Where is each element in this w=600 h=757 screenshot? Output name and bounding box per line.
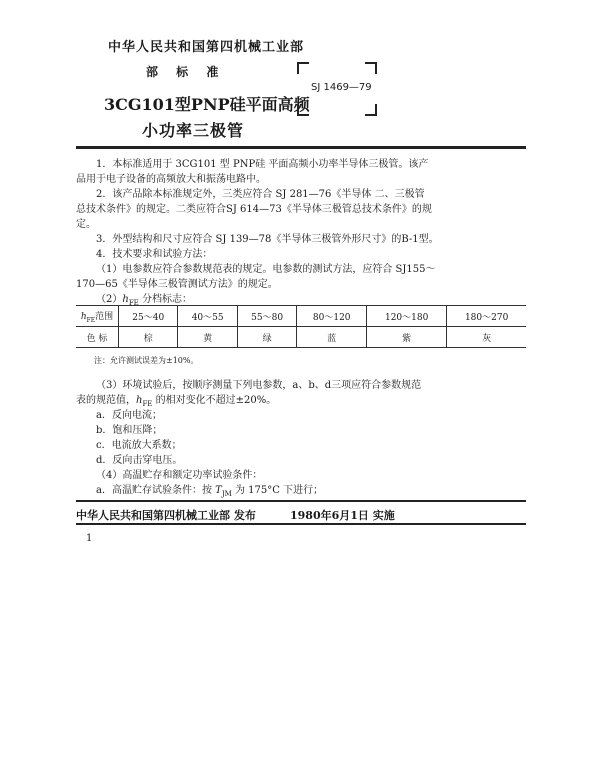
- table-header-cell: 色 标: [86, 333, 108, 344]
- table-cell: 80～120: [297, 306, 367, 327]
- table-cell: 120～180: [367, 306, 447, 327]
- paragraph-4: 4．技术要求和试验方法：: [96, 249, 213, 260]
- paragraph-2-line3: 定。: [76, 219, 96, 230]
- list-item: d．反向击穿电压。: [96, 455, 183, 466]
- paragraph-5-line2: 170—65《半导体三极管测试方法》的规定。: [76, 279, 278, 290]
- table-hfe-subscript: FE: [86, 316, 96, 324]
- hfe-subscript: FE: [142, 400, 153, 408]
- table-header-label: 范围: [95, 311, 114, 322]
- list-item: c．电流放大系数；: [96, 440, 182, 451]
- ministry-heading: 中华人民共和国第四机械工业部: [108, 40, 305, 55]
- paragraph-9-prefix: a．高温贮存试验条件：按: [96, 485, 216, 496]
- paragraph-2-line2: 总技术条件》的规定。二类应符合SJ 614—73《半导体三极管总技术条件》的规: [76, 204, 432, 215]
- document-title-line2: 小功率三极管: [142, 121, 245, 140]
- table-hfe-symbol: h: [80, 311, 87, 322]
- paragraph-9-text: 为 175°C 下进行；: [231, 485, 324, 496]
- paragraph-2-line1: 2．该产品除本标准规定外，三类应符合 SJ 281—76《半导体 二、三极管: [96, 189, 425, 200]
- table-cell: 黄: [178, 327, 237, 348]
- table-cell: 棕: [119, 327, 178, 348]
- table-cell: 55～80: [237, 306, 296, 327]
- hfe-table-frame: [76, 305, 526, 348]
- paragraph-8: （4）高温贮存和额定功率试验条件：: [96, 470, 263, 481]
- paragraph-1: [96, 157, 428, 172]
- paragraph-1-line1: 1．本标准适用于 3CG101 型 PNP硅 平面高频小功率半导体三极管。该产: [96, 159, 429, 170]
- paragraph-7-line1: （3）环境试验后，按顺序测量下列电参数，a、b、d三项应符合参数规范: [96, 380, 422, 391]
- table-cell: 蓝: [297, 327, 367, 348]
- table-cell: 40～55: [178, 306, 237, 327]
- footer-divider-bottom: [76, 523, 526, 525]
- hfe-symbol: h: [136, 395, 143, 406]
- header-divider: [76, 146, 526, 149]
- footer-divider-top: [76, 500, 526, 502]
- paragraph-3: 3．外型结构和尺寸应符合 SJ 139—78《半导体三极管外形尺寸》的B-1型。: [96, 234, 439, 245]
- issuer-line: 中华人民共和国第四机械工业部 发布: [76, 509, 256, 522]
- tjm-subscript: JM: [221, 490, 232, 498]
- list-item: b．饱和压降；: [96, 425, 163, 436]
- table-row: [76, 306, 526, 327]
- paragraph-6-prefix: （2）: [96, 294, 123, 305]
- standard-label: 部 标 准: [146, 65, 219, 79]
- hfe-symbol: h: [122, 294, 129, 305]
- table-cell: 绿: [237, 327, 296, 348]
- paragraph-7-prefix: 表的规范值，: [76, 395, 136, 406]
- table-cell: 180～270: [447, 306, 526, 327]
- standard-code: SJ 1469—79: [311, 82, 372, 93]
- table-cell: 灰: [447, 327, 526, 348]
- tjm-symbol: T: [215, 485, 222, 496]
- paragraph-5-line1: （1）电参数应符合参数规范表的规定。电参数的测试方法，应符合 SJ155～: [96, 264, 436, 275]
- paragraph-1-line2: 品用于电子设备的高频放大和振荡电路中。: [76, 174, 266, 185]
- standard-code-box: [297, 62, 377, 116]
- document-title-line1: 3CG101型PNP硅平面高频: [104, 95, 310, 114]
- hfe-table: [76, 306, 526, 347]
- list-item: a．反向电流；: [96, 410, 162, 421]
- paragraph-6-text: 分档标志：: [138, 294, 192, 305]
- effective-date-line: 1980年6月1日 实施: [290, 509, 395, 522]
- page-number: 1: [86, 533, 93, 544]
- table-row: [76, 327, 526, 348]
- table-note: 注：允许测试误差为±10%。: [94, 356, 199, 365]
- hfe-subscript: FE: [128, 299, 139, 307]
- table-cell: 25～40: [119, 306, 178, 327]
- table-cell: 紫: [367, 327, 447, 348]
- paragraph-7-text: 的相对变化不超过±20%。: [152, 395, 277, 406]
- table-header-cell: [76, 306, 119, 327]
